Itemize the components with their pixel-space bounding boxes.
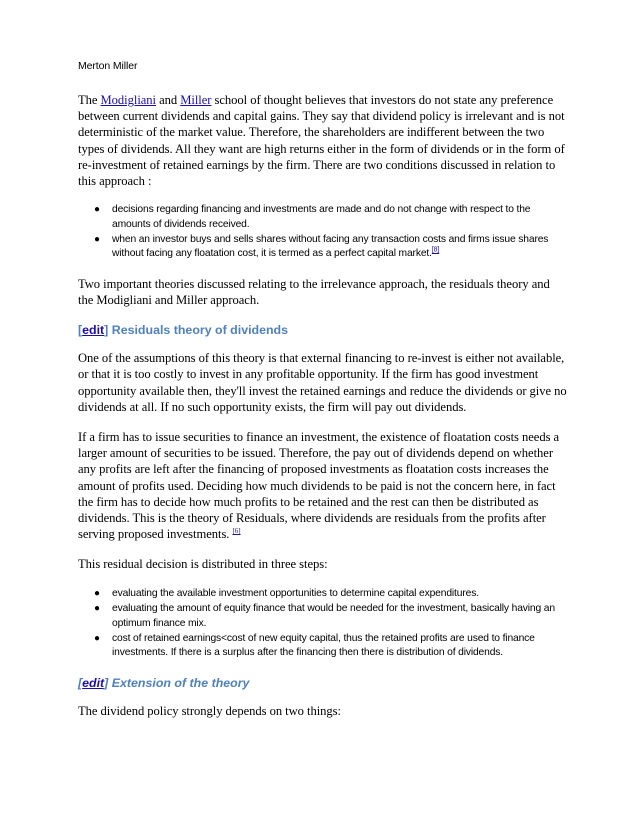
modigliani-link[interactable]: Modigliani	[100, 93, 157, 107]
list-item-text: decisions regarding financing and investments are made and do not change with respect to the amounts of dividends received.	[112, 204, 531, 230]
document-page	[78, 60, 568, 733]
bracket-close: ]	[104, 323, 109, 338]
intro-text-2: and	[156, 93, 181, 107]
section-heading-residuals	[78, 322, 568, 338]
list-item	[94, 203, 568, 232]
reference-link-6[interactable]: [6]	[232, 527, 241, 536]
intro-text-3: school of thought believes that investors do not state any preference between current dividends and capital gains. They say that dividend policy is irrelevant and is not deterministic of the market value. Therefore, the shareholders are indifferent between the two types of dividends. All they want are high returns either in the form of dividends or in the form of re-investment of retained earnings by the firm. There are two conditions discussed in relation to this approach :	[78, 93, 565, 189]
list-item-text: evaluating the available investment opportunities to determine capital expenditures.	[112, 587, 479, 599]
list-item-text: evaluating the amount of equity finance that would be needed for the investment, basically having an optimum finance mix.	[112, 603, 555, 629]
bracket-open: [	[78, 675, 83, 690]
theories-paragraph: Two important theories discussed relating to the irrelevance approach, the residuals theory and the Modigliani and Miller approach.	[78, 276, 550, 308]
list-item	[94, 587, 568, 601]
intro-text-1: The	[78, 93, 101, 107]
section-heading-extension	[78, 675, 568, 691]
depends-paragraph: The dividend policy strongly depends on two things:	[78, 703, 341, 718]
author-heading: Merton Miller	[78, 60, 138, 72]
residual-paragraph-2	[78, 429, 568, 542]
list-item-text: when an investor buys and sells shares without facing any transaction costs and firms issue shares without facing any floatation cost, it is termed as a perfect capital market.	[112, 234, 549, 260]
residual-paragraph-1: One of the assumptions of this theory is that external financing to re-invest is either not available, or that it is too costly to invest in any profitable opportunity. If the firm has good investment opportunity available then, they'll invest the retained earnings and reduce the dividends or give no dividends at all. If no such opportunity exists, the firm will pay out dividends.	[78, 351, 567, 414]
list-item	[94, 632, 568, 661]
bullet-icon: ●	[94, 603, 100, 615]
list-item-text: cost of retained earnings<cost of new equity capital, thus the retained profits are used to finance investments. If there is a surplus after the financing then there is distribution of dividends.	[112, 632, 535, 659]
bullet-icon: ●	[94, 632, 100, 644]
steps-intro: This residual decision is distributed in three steps:	[78, 557, 328, 572]
bullet-icon: ●	[94, 234, 100, 246]
conditions-list	[78, 203, 568, 262]
bullet-icon: ●	[94, 204, 100, 216]
section-title: Extension of the theory	[108, 675, 250, 690]
list-item	[94, 233, 568, 262]
bullet-icon: ●	[94, 587, 100, 599]
edit-link[interactable]: edit	[82, 323, 105, 338]
section-title: Residuals theory of dividends	[108, 323, 289, 338]
intro-paragraph	[78, 92, 568, 189]
edit-link[interactable]: edit	[82, 675, 105, 690]
steps-list	[78, 587, 568, 661]
bracket-open: [	[78, 323, 83, 338]
list-item	[94, 602, 568, 631]
reference-link-8[interactable]: [8]	[431, 247, 440, 255]
miller-link[interactable]: Miller	[180, 93, 212, 107]
residual-paragraph-2-text: If a firm has to issue securities to finance an investment, the existence of floatation costs needs a larger amount of securities to be issued. Therefore, the pay out of dividends depend on whether any profits are left after the financing of proposed investments as floatation costs increases the amount of profits used. Deciding how much dividends to be paid is not the concern here, in fact the firm has to decide how much profits to be retained and the rest can then be distributed as dividends. This is the theory of Residuals, where dividends are residuals from the profits after serving proposed investments.	[78, 430, 560, 542]
bracket-close: ]	[104, 675, 109, 690]
